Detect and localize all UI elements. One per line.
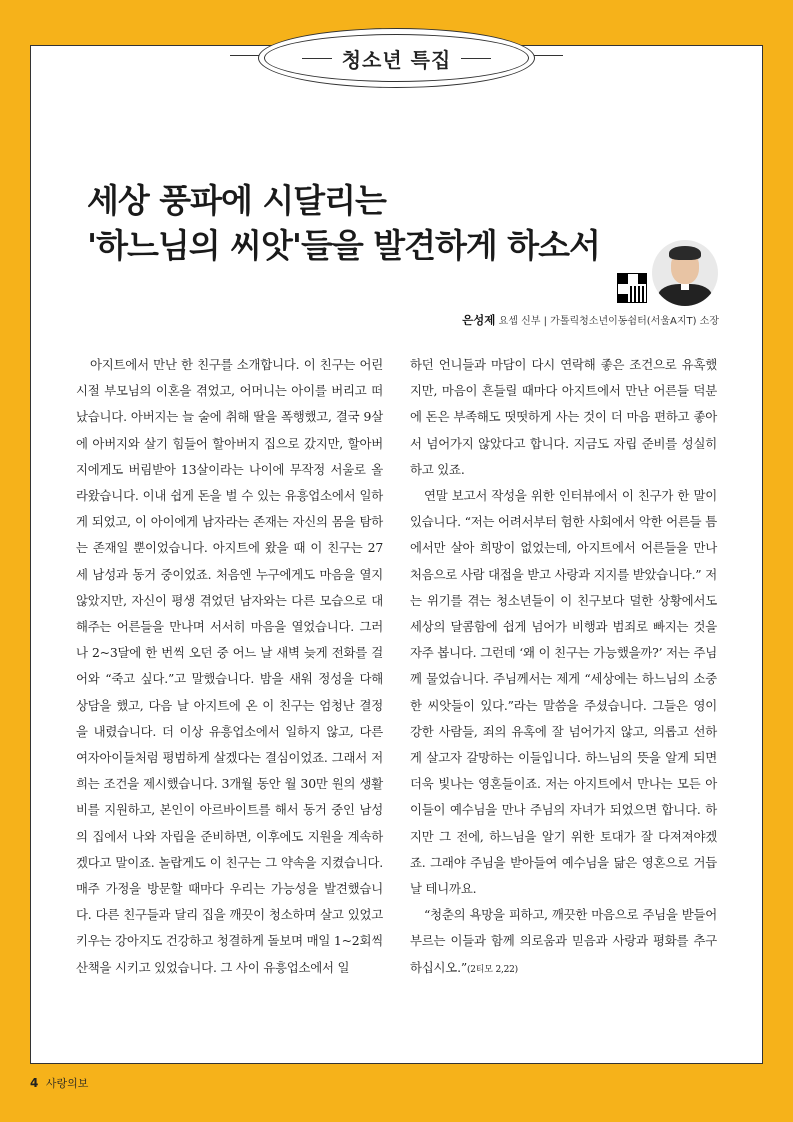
author-affiliation: 가톨릭청소년이동쉼터(서울A지T) 소장 — [550, 316, 719, 327]
scripture-quote: “청춘의 욕망을 피하고, 깨끗한 마음으로 주님을 받들어 부르는 이들과 함께 의로움과 믿음과 사랑과 평화를 추구하십시오.” — [410, 907, 717, 975]
article-title — [87, 178, 600, 268]
body-paragraph-3 — [410, 902, 717, 983]
body-paragraph-1-continued: 하던 언니들과 마담이 다시 연락해 좋은 조건으로 유혹했지만, 마음이 흔들릴 때마다 아지트에서 만난 어른들 덕분에 돈은 부족해도 떳떳하게 사는 것이 더 마음 편하고 좋아서 넘어가지 않았다고 합니다. 지금도 자립 준비를 성실히 하고 있죠. — [410, 357, 717, 477]
author-avatar — [652, 240, 718, 306]
author-role: 요셉 신부 — [498, 316, 541, 327]
badge-dash-left — [302, 58, 332, 59]
article-column-left — [76, 352, 383, 981]
scripture-reference: (2티모 2,22) — [466, 964, 518, 975]
page-number: 4 — [30, 1076, 39, 1090]
publication-name: 사랑의보 — [45, 1077, 89, 1090]
badge-dash-right — [461, 58, 491, 59]
body-paragraph-2: 연말 보고서 작성을 위한 인터뷰에서 이 친구가 한 말이 있습니다. “저는 어려서부터 험한 사회에서 악한 어른들 틈에서만 살아 희망이 없었는데, 아지트에서 어른들을 만나 처음으로 사람 대접을 받고 사랑과 지지를 받았습니다.” 저는 위기를 겪는 청소년들이 이 친구보다 덜한 상황에서도 세상의 달콤함에 쉽게 넘어가 비행과 범죄로 빠지는 것을 자주 봅니다. 그런데 ‘왜 이 친구는 가능했을까?’ 저는 주님께 물었습니다. 주님께서는 제게 “세상에는 하느님의 소중한 씨앗들이 있다.”라는 말씀을 주셨습니다. 그들은 영이 강한 사람들, 죄의 유혹에 잘 넘어가지 않고, 의롭고 선하게 살고자 갈망하는 이들입니다. 하느님의 뜻을 알게 되면 더욱 빛나는 영혼들이죠. 저는 아지트에서 만나는 모든 아이들이 예수님을 만나 주님의 자녀가 되었으면 합니다. 하지만 그 전에, 하느님을 알기 위한 토대가 잘 다져져야겠죠. 그래야 주님을 받아들여 예수님을 닮은 영혼으로 거듭날 테니까요. — [410, 488, 717, 897]
title-line-1: 세상 풍파에 시달리는 — [87, 181, 386, 220]
qr-code-icon[interactable] — [617, 273, 647, 303]
page-footer — [30, 1075, 88, 1091]
section-badge-label: 청소년 특집 — [332, 44, 462, 73]
author-name: 은성제 — [462, 313, 496, 327]
section-badge — [258, 28, 535, 88]
author-byline — [462, 312, 719, 328]
article-column-right — [410, 352, 717, 983]
body-paragraph-1: 아지트에서 만난 한 친구를 소개합니다. 이 친구는 어린 시절 부모님의 이혼을 겪었고, 어머니는 아이를 버리고 떠났습니다. 아버지는 늘 술에 취해 딸을 폭행했고, 결국 9살에 아버지와 살기 힘들어 할아버지 집으로 갔지만, 할아버지에게도 버림받아 13살이라는 나이에 무작정 서울로 올라왔습니다. 이내 쉽게 돈을 벌 수 있는 유흥업소에서 일하게 되었고, 이 아이에게 남자라는 존재는 자신의 몸을 탐하는 존재일 뿐이었습니다. 아지트에 왔을 때 이 친구는 27세 남성과 동거 중이었죠. 처음엔 누구에게도 마음을 열지 않았지만, 자신이 평생 겪었던 남자와는 다른 모습으로 대해주는 어른들을 만나며 서서히 마음을 열었습니다. 그러나 2~3달에 한 번씩 오던 중 어느 날 새벽 늦게 전화를 걸어와 “죽고 싶다.”고 말했습니다. 밤을 새워 정성을 다해 상담을 했고, 다음 날 아지트에 온 이 친구는 엄청난 결정을 내렸습니다. 더 이상 유흥업소에서 일하지 않고, 다른 여자아이들처럼 평범하게 살겠다는 결심이었죠. 그래서 저희는 조건을 제시했습니다. 3개월 동안 월 30만 원의 생활비를 지원하고, 본인이 아르바이트를 해서 동거 중인 남성의 집에서 나와 자립을 준비하면, 이후에도 지원을 계속하겠다고 말이죠. 놀랍게도 이 친구는 그 약속을 지켰습니다. 매주 가정을 방문할 때마다 우리는 가능성을 발견했습니다. 다른 친구들과 달리 집을 깨끗이 청소하며 살고 있었고 키우는 강아지도 건강하고 청결하게 돌보며 매일 1~2회씩 산책을 시키고 있었습니다. 그 사이 유흥업소에서 일 — [76, 357, 383, 975]
title-line-2: '하느님의 씨앗'들을 발견하게 하소서 — [87, 226, 600, 265]
byline-separator: | — [543, 316, 547, 327]
